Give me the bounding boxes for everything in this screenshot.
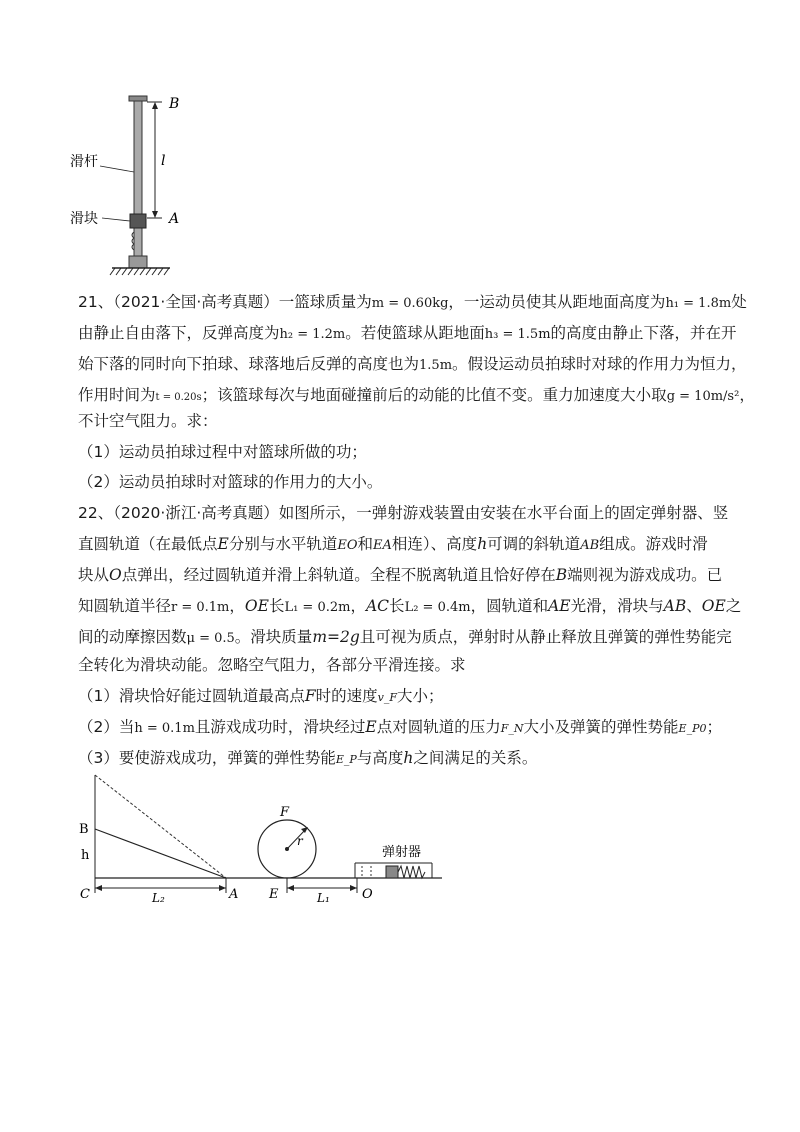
q22-sub-3: （3）要使游戏成功，弹簧的弹性势能E_P与高度h之间满足的关系。 — [78, 749, 538, 767]
dim-L2-arrow-left — [95, 885, 102, 891]
label-rod: 滑杆 — [70, 154, 98, 170]
label-launcher: 弹射器 — [382, 845, 422, 860]
arrow-up — [152, 102, 158, 109]
rod-base — [129, 256, 147, 268]
q22-sub-1: （1）滑块恰好能过圆轨道最高点F时的速度v_F大小； — [78, 687, 444, 705]
q22-line-2: 直圆轨道（在最低点E分别与水平轨道EO和EA相连）、高度h可调的斜轨道AB组成。游戏时滑 — [78, 535, 708, 553]
q21-sub-1: （1）运动员拍球过程中对篮球所做的功； — [78, 443, 367, 461]
q21-line-1: 21、（2021·全国·高考真题）一篮球质量为m = 0.60kg，一运动员使其从距地面高度为h₁ = 1.8m处 — [78, 293, 747, 311]
dim-L1-arrow-right — [350, 885, 357, 891]
incline-AB — [95, 829, 226, 878]
slider-pointer — [102, 218, 130, 221]
figure-sliding-rod — [70, 90, 190, 285]
label-h: h — [81, 848, 90, 863]
label-l: l — [161, 153, 166, 169]
dim-L2-arrow-right — [219, 885, 226, 891]
launcher-spring — [398, 866, 425, 878]
q22-line-5: 间的动摩擦因数μ = 0.5。滑块质量m=2g且可视为质点，弹射时从静止释放且弹簧的弹性势能完 — [78, 628, 732, 646]
label-B: B — [79, 822, 89, 837]
q22-line-6: 全转化为滑块动能。忽略空气阻力，各部分平滑连接。求 — [78, 656, 466, 674]
q22-sub-2: （2）当h = 0.1m且游戏成功时，滑块经过E点对圆轨道的压力F_N大小及弹簧的弹性势能E_P0； — [78, 718, 722, 736]
q21-line-3: 始下落的同时向下拍球、球落地后反弹的高度也为1.5m。假设运动员拍球时对球的作用力为恒力， — [78, 355, 747, 373]
label-E: E — [269, 887, 279, 902]
rod-pointer — [100, 166, 134, 172]
launcher-plunger — [386, 866, 398, 878]
q21-line-5: 不计空气阻力。求： — [78, 412, 218, 430]
label-A: A — [229, 887, 239, 902]
q21-line-4: 作用时间为t = 0.20s；该篮球每次与地面碰撞前后的动能的比值不变。重力加速度大小取g = 10m/s²， — [78, 386, 755, 404]
rod — [134, 101, 142, 261]
q22-line-1: 22、（2020·浙江·高考真题）如图所示，一弹射游戏装置由安装在水平台面上的固定弹射器、竖 — [78, 504, 729, 522]
figure-launcher-track — [75, 770, 455, 905]
label-B: B — [169, 96, 180, 112]
label-r: r — [297, 834, 303, 848]
arrow-down — [152, 211, 158, 218]
q22-line-3: 块从O点弹出，经过圆轨道并滑上斜轨道。全程不脱离轨道且恰好停在B端则视为游戏成功。已 — [78, 566, 723, 584]
q22-line-4: 知圆轨道半径r = 0.1m，OE长L₁ = 0.2m，AC长L₂ = 0.4m，圆轨道和AE光滑，滑块与AB、OE之 — [78, 597, 742, 615]
dashed-incline — [95, 775, 226, 878]
label-slider: 滑块 — [70, 211, 98, 227]
label-L2: L₂ — [152, 891, 165, 905]
q21-line-2: 由静止自由落下，反弹高度为h₂ = 1.2m。若使篮球从距地面h₃ = 1.5m的高度由静止下落，并在开 — [78, 324, 737, 342]
label-C: C — [80, 887, 90, 902]
rod-top-cap — [129, 96, 147, 101]
label-L1: L₁ — [317, 891, 330, 905]
dim-L1-arrow-left — [287, 885, 294, 891]
label-A: A — [169, 211, 180, 227]
q21-sub-2: （2）运动员拍球时对篮球的作用力的大小。 — [78, 473, 383, 491]
label-O: O — [362, 887, 373, 902]
ground-hatch — [110, 268, 169, 275]
label-F: F — [280, 805, 290, 820]
slider-block — [130, 214, 146, 228]
radius-arrow — [301, 827, 308, 833]
